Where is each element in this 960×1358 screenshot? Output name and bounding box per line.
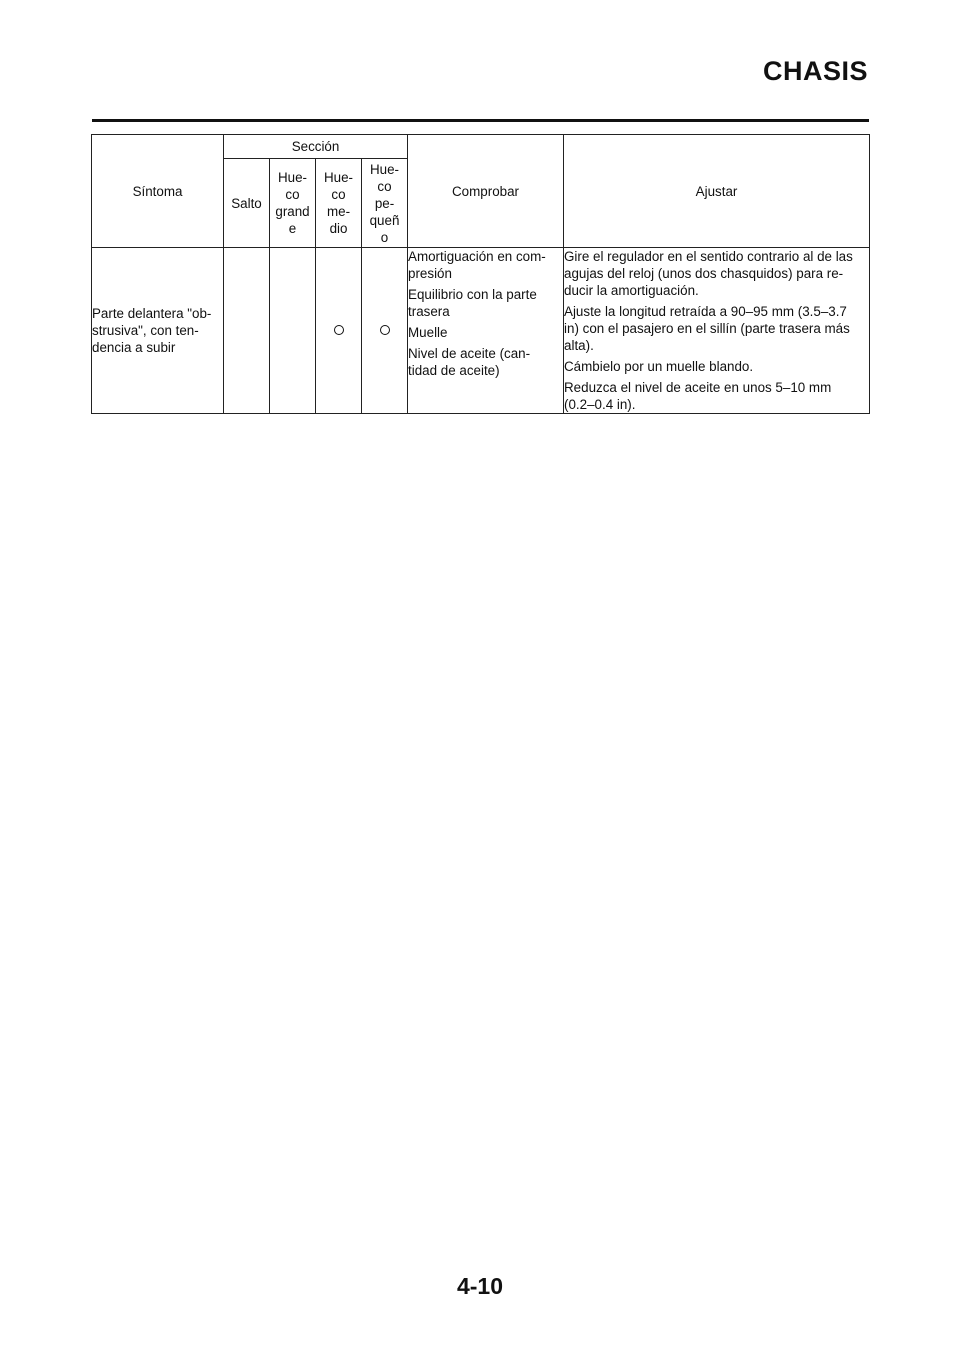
header-ajustar (564, 135, 870, 248)
table-row (92, 248, 870, 414)
header-seccion-label: Sección (291, 139, 340, 154)
title-rule (92, 119, 869, 122)
header-ajustar-label: Ajustar (695, 183, 738, 199)
comprobar-item: Nivel de aceite (can- tidad de aceite) (408, 346, 531, 378)
ajustar-item: Gire el regulador en el sentido contrario al de las agujas del reloj (unos dos chasquidos) para re- ducir la amortiguación. (564, 249, 853, 298)
header-hueco-grande (270, 159, 316, 248)
header-hueco-pequeno-label: Hue- co pe- queñ o (369, 161, 400, 245)
ajustar-item: Cámbielo por un muelle blando. (564, 359, 754, 374)
mark-salto-cell (224, 248, 270, 414)
mark-hueco-grande-cell (270, 248, 316, 414)
header-salto (224, 159, 270, 248)
mark-hueco-pequeno-cell (362, 248, 408, 414)
circle-mark-icon (380, 325, 390, 335)
header-salto-label: Salto (231, 195, 262, 211)
header-sintoma (92, 135, 224, 248)
ajustar-item: Ajuste la longitud retraída a 90–95 mm (3.5–3.7 in) con el pasajero en el sillín (parte trasera más alta). (564, 304, 850, 353)
header-hueco-pequeno (362, 159, 408, 248)
page-title: CHASIS (762, 56, 868, 86)
circle-mark-icon (334, 325, 344, 335)
comprobar-item: Amortiguación en com- presión (408, 249, 546, 281)
header-seccion (224, 135, 408, 159)
mark-hueco-medio-cell (316, 248, 362, 414)
header-hueco-grande-label: Hue- co grand e (275, 170, 310, 236)
header-comprobar-label: Comprobar (452, 183, 519, 199)
ajustar-cell (564, 248, 870, 414)
row-sintoma: Parte delantera "ob- strusiva", con ten- dencia a subir (92, 306, 212, 355)
header-hueco-medio-label: Hue- co me- dio (323, 170, 354, 236)
comprobar-item: Muelle (408, 325, 448, 340)
ajustar-item: Reduzca el nivel de aceite en unos 5–10 mm (0.2–0.4 in). (564, 380, 832, 412)
row-sintoma-cell (92, 248, 224, 414)
header-sintoma-label: Síntoma (132, 183, 183, 199)
comprobar-cell (408, 248, 564, 414)
comprobar-item: Equilibrio con la parte trasera (408, 287, 537, 319)
header-hueco-medio (316, 159, 362, 248)
header-comprobar (408, 135, 564, 248)
troubleshooting-table (91, 134, 870, 414)
page-number: 4-10 (456, 1273, 504, 1299)
